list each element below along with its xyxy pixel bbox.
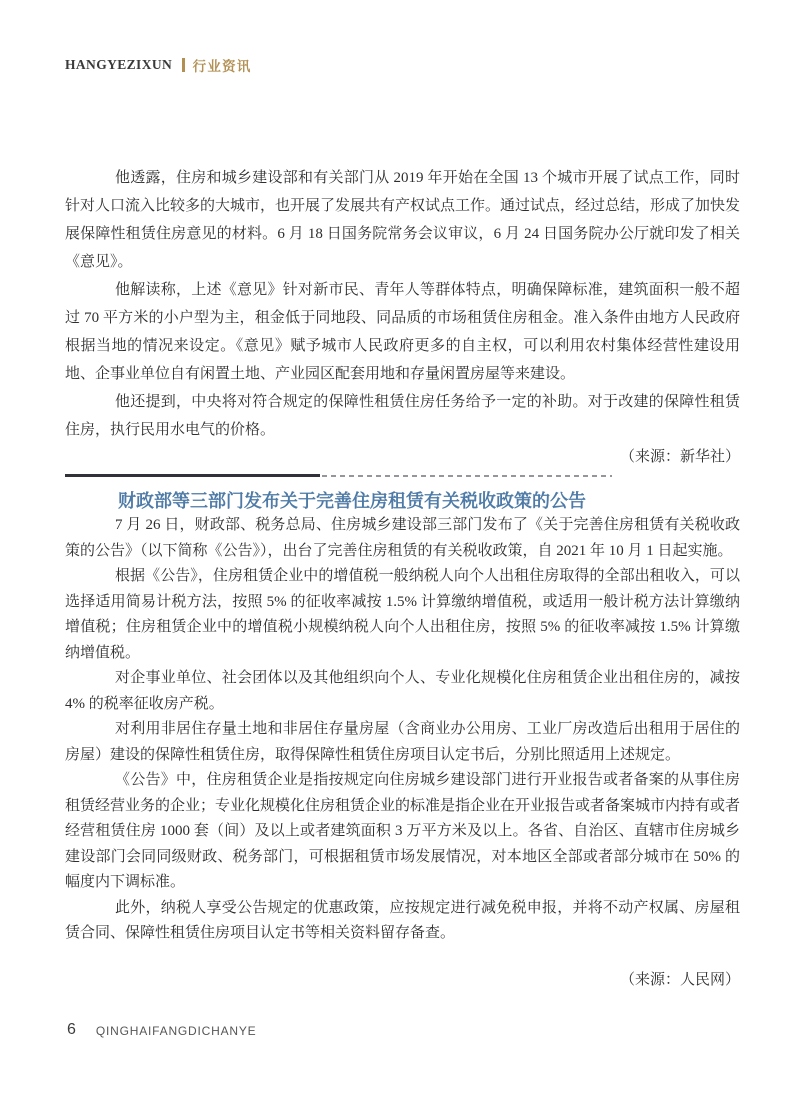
paragraph: 根据《公告》，住房租赁企业中的增值税一般纳税人向个人出租住房取得的全部出租收入，可以选择适用简易计税方法，按照 5% 的征收率减按 1.5% 计算缴纳增值税，或适用一般计税方法计算缴纳增值税；住房租赁企业中的增值税小规模纳税人向个人出租住房，按照 5% 的征收率减按 1.5% 计算缴纳增值税。 xyxy=(65,568,740,661)
article-2-body xyxy=(65,513,740,947)
brand-text: HANGYEZIXUN xyxy=(65,57,173,72)
divider-solid-line xyxy=(65,474,320,477)
section-label: 行业资讯 xyxy=(192,59,252,74)
article-2-title: 财政部等三部门发布关于完善住房租赁有关税收政策的公告 xyxy=(118,491,586,511)
article-1-source: （来源：新华社） xyxy=(619,449,740,465)
paragraph: 对利用非居住存量土地和非居住存量房屋（含商业办公用房、工业厂房改造后出租用于居住的房屋）建设的保障性租赁住房，取得保障性租赁住房项目认定书后，分别比照适用上述规定。 xyxy=(65,721,740,763)
article-2-source: （来源：人民网） xyxy=(619,972,740,988)
paragraph: 他还提到，中央将对符合规定的保障性租赁住房任务给予一定的补助。对于改建的保障性租赁住房，执行民用水电气的价格。 xyxy=(65,394,740,438)
paragraph: 此外，纳税人享受公告规定的优惠政策，应按规定进行减免税申报，并将不动产权属、房屋租赁合同、保障性租赁住房项目认定书等相关资料留存备查。 xyxy=(65,899,740,941)
paragraph: 他解读称，上述《意见》针对新市民、青年人等群体特点，明确保障标准，建筑面积一般不超过 70 平方米的小户型为主，租金低于同地段、同品质的市场租赁住房租金。准入条件由地方人民政府根据当地的情况来设定。《意见》赋予城市人民政府更多的自主权，可以利用农村集体经营性建设用地、企事业单位自有闲置土地、产业园区配套用地和存量闲置房屋等来建设。 xyxy=(65,282,740,382)
section-divider xyxy=(65,474,740,478)
article-1-body xyxy=(65,164,740,444)
divider-dashed-line xyxy=(322,475,612,477)
page-number: 6 xyxy=(67,1021,76,1038)
paragraph: 《公告》中，住房租赁企业是指按规定向住房城乡建设部门进行开业报告或者备案的从事住房租赁经营业务的企业；专业化规模化住房租赁企业的标准是指企业在开业报告或者备案城市内持有或者经营租赁住房 1000 套（间）及以上或者建筑面积 3 万平方米及以上。各省、自治区、直辖市住房城乡建设部门会同同级财政、税务部门，可根据租赁市场发展情况，对本地区全部或者部分城市在 50% 的幅度内下调标准。 xyxy=(65,772,741,890)
paragraph: 7 月 26 日，财政部、税务总局、住房城乡建设部三部门发布了《关于完善住房租赁有关税收政策的公告》（以下简称《公告》），出台了完善住房租赁的有关税收政策，自 2021 年 10 月 1 日起实施。 xyxy=(65,517,740,559)
paragraph: 对企事业单位、社会团体以及其他组织向个人、专业化规模化住房租赁企业出租住房的，减按 4% 的税率征收房产税。 xyxy=(65,670,740,712)
header-divider-bar xyxy=(182,58,185,72)
page-footer xyxy=(67,1021,256,1039)
page-header xyxy=(65,56,251,74)
paragraph: 他透露，住房和城乡建设部和有关部门从 2019 年开始在全国 13 个城市开展了试点工作，同时针对人口流入比较多的大城市，也开展了发展共有产权试点工作。通过试点，经过总结，形成了加快发展保障性租赁住房意见的材料。6 月 18 日国务院常务会议审议，6 月 24 日国务院办公厅就印发了相关《意见》。 xyxy=(65,170,741,270)
journal-name: QINGHAIFANGDICHANYE xyxy=(95,1024,257,1038)
